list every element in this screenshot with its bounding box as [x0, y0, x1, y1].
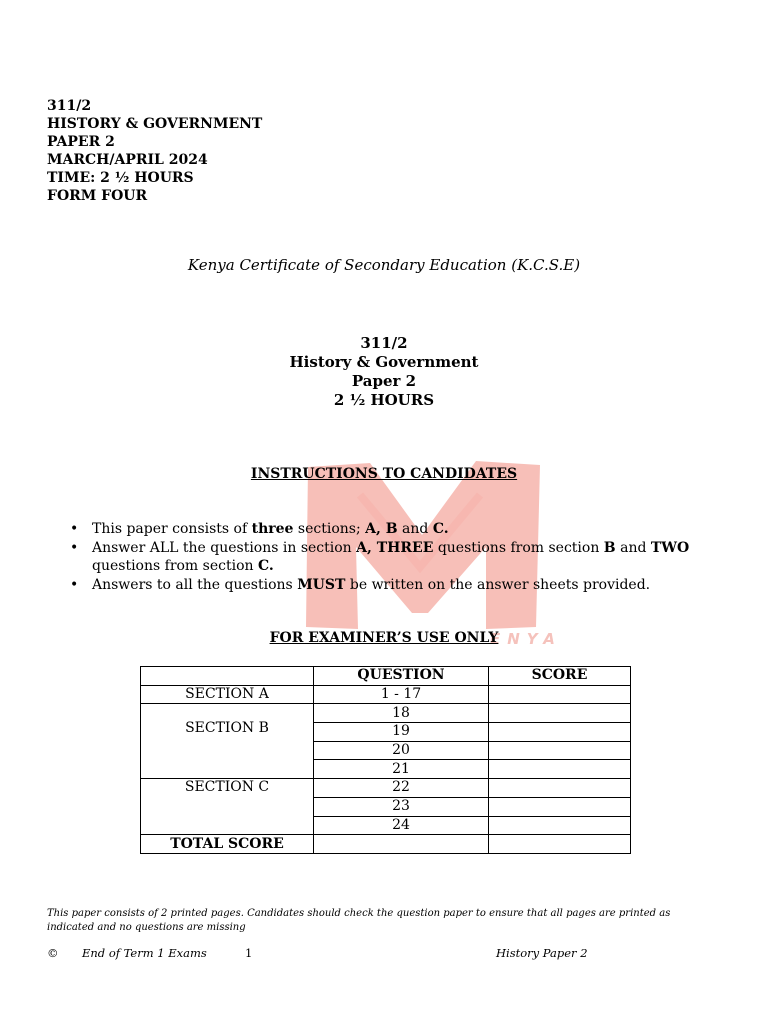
- center-code: 311/2: [360, 334, 408, 352]
- section-c-label: SECTION C: [141, 779, 314, 835]
- paper-header: [47, 97, 262, 205]
- kcse-title: Kenya Certificate of Secondary Education (K.C.S.E): [187, 256, 581, 274]
- text-run-bold: A, THREE: [356, 539, 434, 556]
- exam-time: TIME: 2 ½ HOURS: [47, 170, 194, 186]
- score-cell[interactable]: [489, 741, 631, 760]
- center-title-block: [0, 334, 768, 410]
- table-row: [141, 704, 631, 723]
- table-row: [141, 779, 631, 798]
- text-run: sections;: [293, 521, 366, 537]
- question-cell: 18: [314, 704, 489, 723]
- table-row: [141, 685, 631, 704]
- footer-note: This paper consists of 2 printed pages. Candidates should check the question paper to ensure that all pages are printed as indicated and no questions are missing: [47, 908, 671, 933]
- question-cell: 23: [314, 797, 489, 816]
- examiner-title: FOR EXAMINER’S USE ONLY: [269, 630, 499, 646]
- instruction-text: [92, 520, 449, 539]
- question-cell: 21: [314, 760, 489, 779]
- score-cell[interactable]: [489, 779, 631, 798]
- text-run-bold: C.: [257, 558, 274, 574]
- table-header-row: [141, 667, 631, 686]
- exam-date: MARCH/APRIL 2024: [47, 152, 208, 168]
- instruction-item: [70, 576, 690, 595]
- section-a-label: SECTION A: [141, 685, 314, 704]
- score-table: [140, 666, 631, 854]
- header-question: QUESTION: [314, 667, 489, 686]
- text-run-bold: three: [251, 521, 294, 537]
- text-run-bold: A, B: [365, 521, 398, 537]
- bullet-icon: •: [70, 521, 79, 537]
- text-run: Answers to all the questions: [92, 576, 298, 593]
- center-duration: 2 ½ HOURS: [333, 391, 435, 409]
- question-cell: 24: [314, 816, 489, 835]
- text-run: questions from section: [92, 558, 258, 574]
- form-level: FORM FOUR: [47, 188, 148, 204]
- instructions-list: [70, 520, 690, 594]
- table-row: [141, 835, 631, 854]
- center-paper: Paper 2: [351, 372, 417, 390]
- bullet-icon: •: [70, 576, 79, 593]
- exam-name: End of Term 1 Exams: [82, 946, 207, 960]
- text-run: be written on the answer sheets provided.: [345, 576, 651, 593]
- bullet-icon: •: [70, 539, 79, 556]
- instruction-text: [92, 539, 690, 576]
- score-cell[interactable]: [489, 797, 631, 816]
- question-cell: 20: [314, 741, 489, 760]
- table-header-blank: [141, 667, 314, 686]
- total-score-label: TOTAL SCORE: [141, 835, 314, 854]
- center-subject: History & Government: [289, 353, 479, 371]
- question-cell: 1 - 17: [314, 685, 489, 704]
- text-run: and: [615, 539, 651, 556]
- page-number: 1: [245, 946, 253, 960]
- text-run: This paper consists of: [92, 521, 252, 537]
- text-run-bold: MUST: [297, 576, 346, 593]
- question-cell: 22: [314, 779, 489, 798]
- instruction-item: [70, 520, 690, 539]
- subject-name: HISTORY & GOVERNMENT: [47, 116, 263, 132]
- paper-code: 311/2: [47, 98, 92, 114]
- header-score: SCORE: [489, 667, 631, 686]
- footer-paper-name: History Paper 2: [496, 946, 588, 960]
- score-cell[interactable]: [489, 685, 631, 704]
- copyright-symbol: ©: [47, 946, 59, 960]
- text-run: Answer ALL the questions in section: [92, 539, 357, 556]
- instruction-item: [70, 539, 690, 576]
- total-score-cell[interactable]: [489, 835, 631, 854]
- score-cell[interactable]: [489, 760, 631, 779]
- text-run: and: [397, 521, 433, 537]
- text-run-bold: TWO: [650, 539, 690, 556]
- instruction-text: [92, 576, 650, 595]
- text-run-bold: C.: [432, 521, 449, 537]
- score-cell[interactable]: [489, 704, 631, 723]
- question-cell: 19: [314, 723, 489, 742]
- section-b-label: SECTION B: [141, 704, 314, 779]
- instructions-title: INSTRUCTIONS TO CANDIDATES: [250, 466, 518, 482]
- paper-number: PAPER 2: [47, 134, 115, 150]
- score-cell[interactable]: [489, 816, 631, 835]
- total-question-cell: [314, 835, 489, 854]
- score-cell[interactable]: [489, 723, 631, 742]
- text-run: questions from section: [433, 539, 604, 556]
- text-run-bold: B: [603, 539, 616, 556]
- watermark-text: ENYA: [490, 630, 562, 648]
